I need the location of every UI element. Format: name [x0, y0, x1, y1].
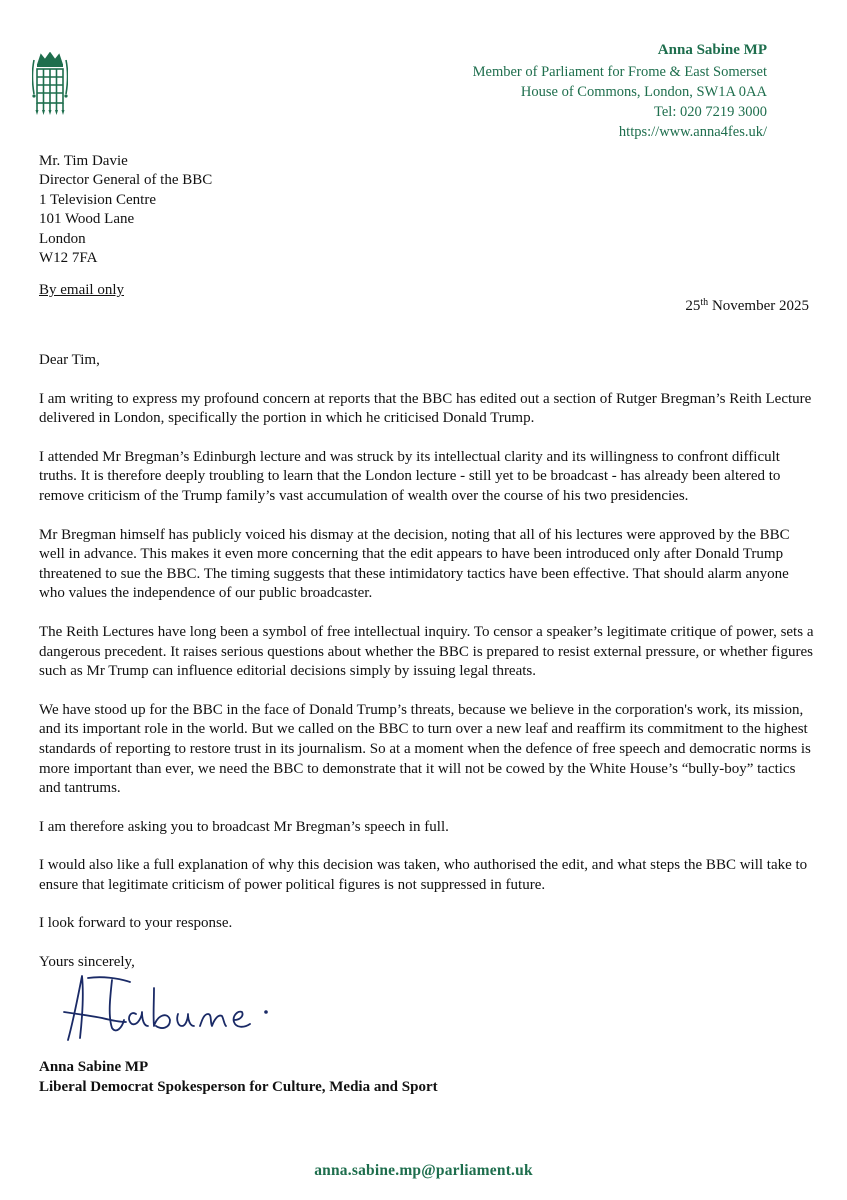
body-paragraph: I would also like a full explanation of why this decision was taken, who authorised the edit, and what steps the BBC will take to ensure that legitimate criticism of power political figures is not suppressed in future. — [39, 857, 808, 893]
letterhead-address: House of Commons, London, SW1A 0AA — [520, 84, 767, 100]
letter-body — [39, 351, 814, 992]
footer-email-link[interactable]: anna.sabine.mp@parliament.uk — [314, 1162, 533, 1179]
letterhead-role: Member of Parliament for Frome & East Somerset — [472, 64, 767, 80]
letter-date — [685, 298, 809, 315]
closing: Yours sincerely, — [39, 954, 135, 971]
recipient-city: London — [39, 230, 86, 247]
recipient-address-line2: 101 Wood Lane — [39, 211, 135, 228]
recipient-postcode: W12 7FA — [39, 250, 98, 267]
signatory-block — [39, 1057, 438, 1097]
date-suffix: th — [700, 297, 709, 308]
date-day: 25 — [685, 298, 701, 314]
letterhead — [473, 40, 767, 142]
body-paragraph: I attended Mr Bregman’s Edinburgh lecture and was struck by its intellectual clarity and its willingness to confront difficult truths. It is therefore deeply troubling to learn that the London lecture - still yet to be broadcast - has already been altered to remove criticism of the Trump family’s vast accumulation of wealth over the course of his two presidencies. — [39, 448, 781, 504]
letterhead-mp-name: Anna Sabine MP — [657, 42, 767, 58]
signatory-title: Liberal Democrat Spokesperson for Culture, Media and Sport — [39, 1079, 438, 1095]
body-paragraph: The Reith Lectures have long been a symbol of free intellectual inquiry. To censor a speaker’s legitimate critique of power, sets a dangerous precedent. It raises serious questions about whether the BBC is prepared to resist external pressure, or whether figures such as Mr Trump can influence editorial decisions simply by issuing legal threats. — [39, 623, 814, 680]
delivery-note: By email only — [39, 282, 124, 298]
body-paragraph: Mr Bregman himself has publicly voiced his dismay at the decision, noting that all of his lectures were approved by the BBC well in advance. This makes it even more concerning that the edit appears to have been introduced only after Donald Trump threatened to sue the BBC. The timing suggests that these intimidatory tactics have been effective. That should alarm anyone who values the independence of our public broadcaster. — [39, 526, 790, 602]
recipient-title: Director General of the BBC — [39, 172, 213, 189]
signatory-name: Anna Sabine MP — [39, 1059, 149, 1075]
body-paragraph: I am therefore asking you to broadcast Mr Bregman’s speech in full. — [39, 818, 449, 835]
date-month-year: November 2025 — [708, 298, 809, 314]
letterhead-tel: Tel: 020 7219 3000 — [654, 104, 767, 120]
body-paragraph: I look forward to your response. — [39, 915, 233, 932]
recipient-address-line1: 1 Television Centre — [39, 191, 156, 208]
letterhead-website-link[interactable]: https://www.anna4fes.uk/ — [618, 124, 767, 140]
recipient-name: Mr. Tim Davie — [39, 153, 128, 169]
recipient-address-block — [39, 152, 212, 268]
handwritten-signature — [58, 968, 288, 1048]
portcullis-icon — [32, 52, 68, 122]
salutation: Dear Tim, — [39, 352, 100, 368]
body-paragraph: We have stood up for the BBC in the face of Donald Trump’s threats, because we believe in the corporation's work, its mission, and its important role in the world. But we called on the BBC to turn over a new leaf and reaffirm its commitment to the highest standards of reporting to restore trust in its journalism. So at a moment when the defence of free speech and democratic norms is more important than ever, we need the BBC to demonstrate that it will not be cowed by the White House’s “bully-boy” tactics and tantrums. — [39, 701, 811, 797]
body-paragraph: I am writing to express my profound concern at reports that the BBC has edited out a section of Rutger Bregman’s Reith Lecture delivered in London, specifically the portion in which he criticised Donald Trump. — [39, 390, 812, 427]
